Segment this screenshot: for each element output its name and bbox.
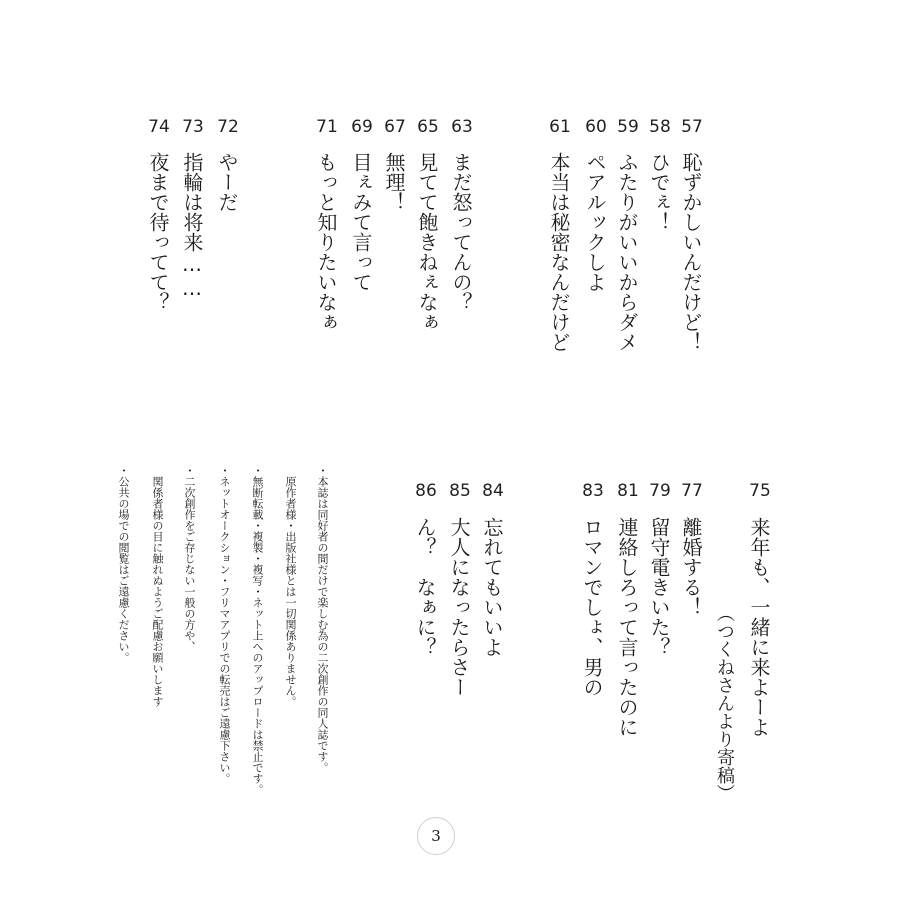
entry-number: 58 xyxy=(649,117,671,137)
entry-text: ふたりがいいからダメ xyxy=(615,152,639,352)
entry-number: 73 xyxy=(182,117,204,137)
entry-number: 83 xyxy=(582,481,604,501)
entry-number: 75 xyxy=(749,481,771,501)
entry-text: 見てて飽きねぇなぁ xyxy=(415,152,439,332)
entry-number: 77 xyxy=(681,481,703,501)
entry-number: 61 xyxy=(549,117,571,137)
entry-text: ペアルックしよ xyxy=(583,152,607,292)
entry-text: 目ぇみて言って xyxy=(349,152,373,292)
entry-text: 無理！ xyxy=(382,152,406,212)
entry-number: 79 xyxy=(649,481,671,501)
entry-text: やーだ xyxy=(215,152,239,212)
disclaimer-line: ・無断転載・複製・複写・ネット上へのアップロードは禁止です。 xyxy=(251,465,264,795)
entry-number: 86 xyxy=(415,481,437,501)
entry-number: 81 xyxy=(617,481,639,501)
entry-number: 63 xyxy=(451,117,473,137)
entry-text: 連絡しろって言ったのに xyxy=(615,517,639,737)
entry-text: ん？ なぁに？ xyxy=(413,517,437,657)
entry-number: 60 xyxy=(585,117,607,137)
entry-number: 65 xyxy=(417,117,439,137)
entry-text: 夜まで待ってて？ xyxy=(146,152,170,312)
entry-number: 59 xyxy=(617,117,639,137)
disclaimer-line: ・ネットオークション・フリマアプリでの転売はご遠慮下さい。 xyxy=(218,465,231,784)
entry-text: 留守電きいた？ xyxy=(647,517,671,657)
entry-text: 来年も、一緒に来よーよ xyxy=(747,517,771,737)
entry-number: 71 xyxy=(316,117,338,137)
entry-number: 84 xyxy=(482,481,504,501)
entry-number: 74 xyxy=(148,117,170,137)
disclaimer-line: 関係者様の目に触れぬようご配慮お願いします xyxy=(151,476,164,707)
entry-number: 67 xyxy=(384,117,406,137)
entry-text: ひでぇ！ xyxy=(647,152,671,232)
entry-text: 恥ずかしいんだけど！ xyxy=(679,152,703,352)
disclaimer-line: 原作者様・出版社様とは一切関係ありません。 xyxy=(284,476,297,707)
entry-text: もっと知りたいなぁ xyxy=(314,152,338,332)
entry-number: 57 xyxy=(681,117,703,137)
entry-text: まだ怒ってんの？ xyxy=(449,152,473,312)
entry-number: 69 xyxy=(351,117,373,137)
entry-text: 大人になったらさー xyxy=(447,517,471,697)
entry-number: 85 xyxy=(449,481,471,501)
disclaimer-line: ・本誌は同好者の間だけで楽しむ為の二次創作の同人誌です。 xyxy=(316,465,329,773)
disclaimer-line: ・公共の場での閲覧はご遠慮ください。 xyxy=(117,465,130,663)
entry-text: 離婚する！ xyxy=(679,517,703,617)
entry-text: 忘れてもいいよ xyxy=(480,517,504,657)
contributor-credit: （つくねさんより寄稿） xyxy=(714,604,735,802)
page-number: 3 xyxy=(417,817,455,855)
entry-text: 指輪は将来…… xyxy=(180,152,204,300)
entry-text: ロマンでしょ、男の xyxy=(580,517,604,697)
entry-number: 72 xyxy=(217,117,239,137)
disclaimer-line: ・二次創作をご存じない一般の方や、 xyxy=(183,465,196,652)
entry-text: 本当は秘密なんだけど xyxy=(547,152,571,352)
